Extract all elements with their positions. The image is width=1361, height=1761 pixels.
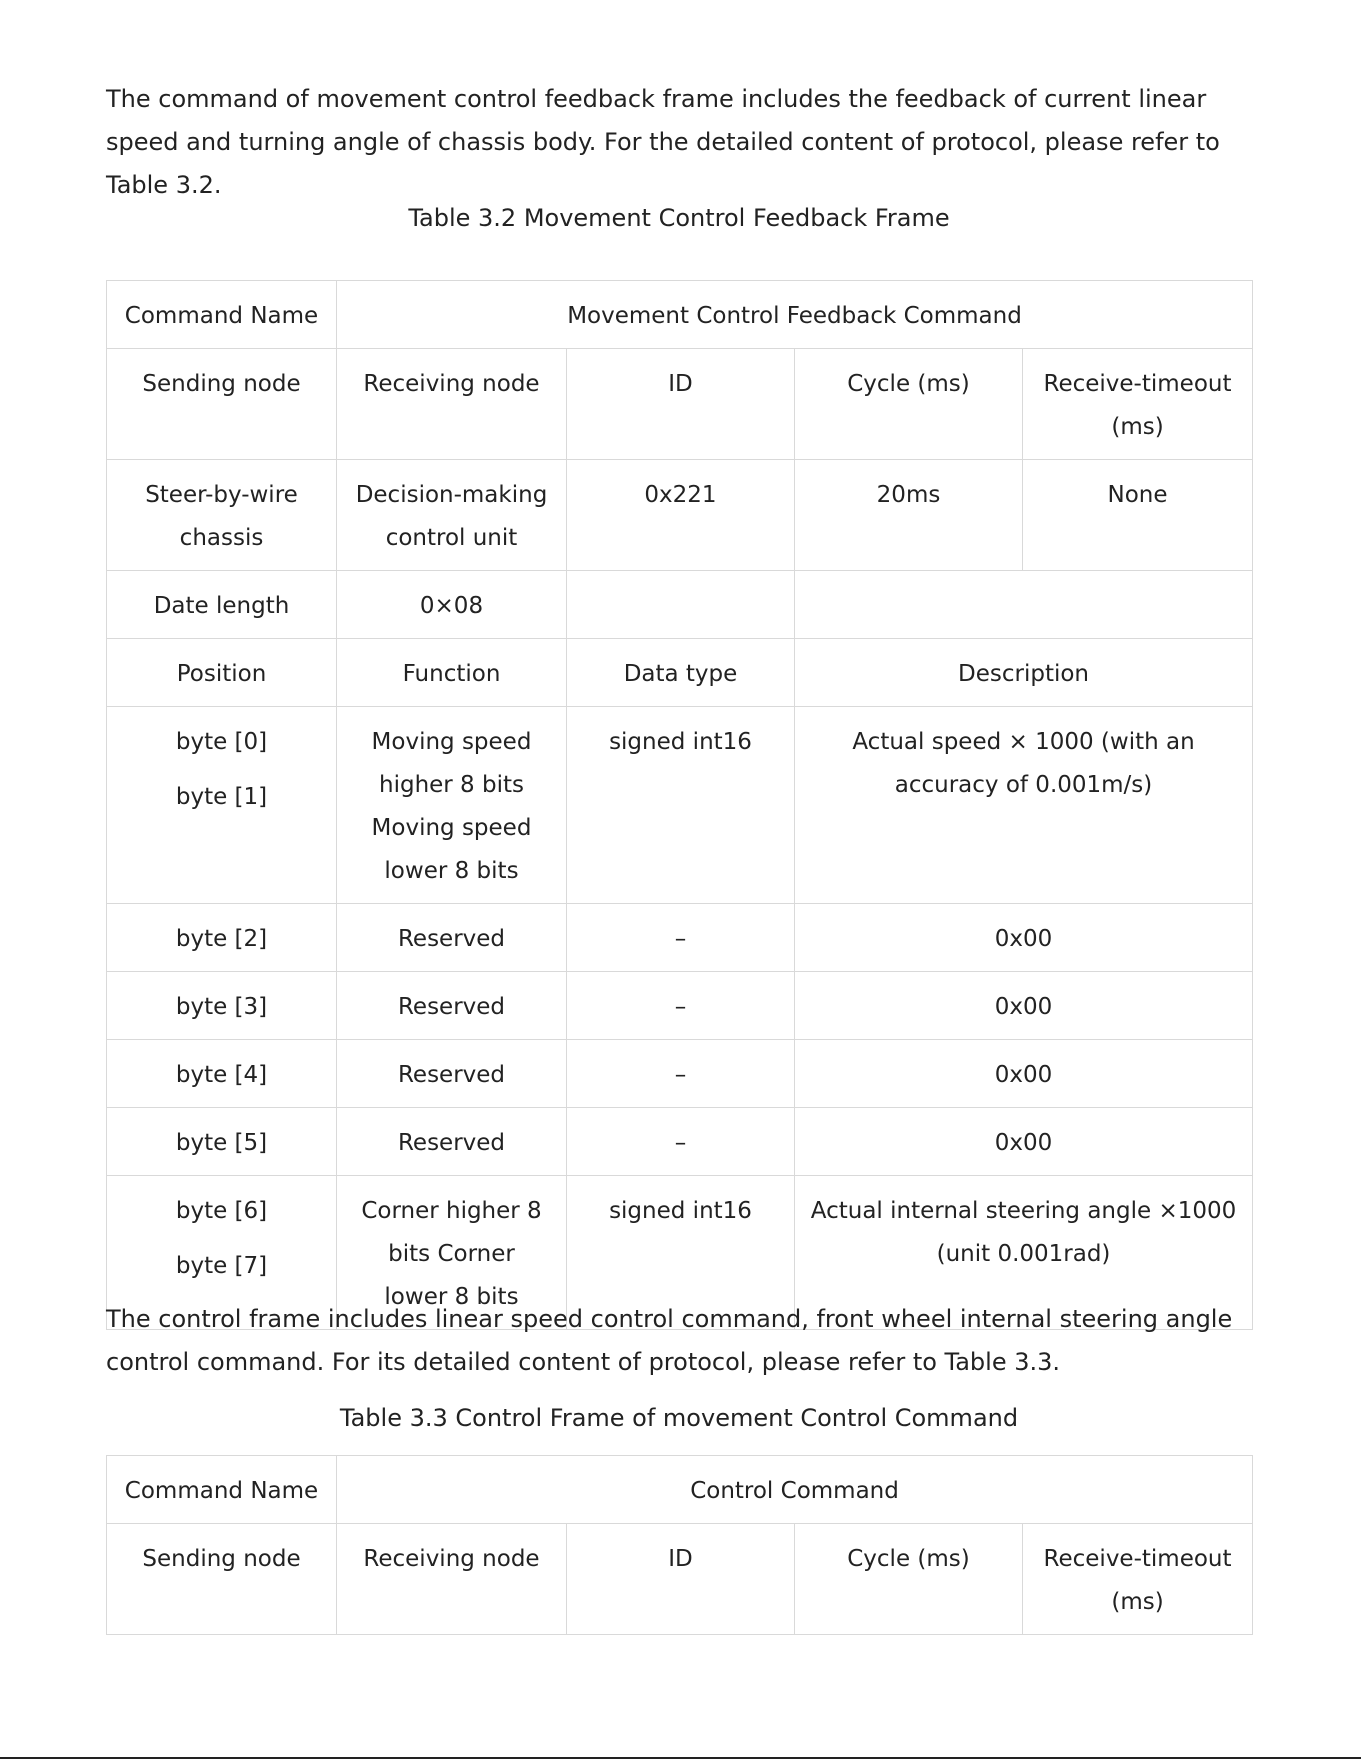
table-row [107, 1040, 1253, 1108]
data-type-cell: – [567, 904, 795, 972]
function-cell: Reserved [337, 904, 567, 972]
empty-cell [567, 571, 795, 639]
position-cell: byte [5] [107, 1108, 337, 1176]
data-type-cell: signed int16 [567, 707, 795, 904]
table-row [107, 460, 1253, 571]
table-3-3 [106, 1455, 1253, 1635]
function-cell: Corner higher 8 bits Corner lower 8 bits [337, 1176, 567, 1330]
description-cell: Actual speed × 1000 (with an accuracy of 0.001m/s) [795, 707, 1253, 904]
description-cell: 0x00 [795, 1040, 1253, 1108]
table-row [107, 1108, 1253, 1176]
table-row [107, 281, 1253, 349]
info-cell: 0x221 [567, 460, 795, 571]
description-cell: 0x00 [795, 904, 1253, 972]
intro-paragraph: The command of movement control feedback frame includes the feedback of current linear speed and turning angle of chassis body. For the detailed content of protocol, please refer to Table 3.2. [106, 85, 1220, 199]
function-cell: Reserved [337, 972, 567, 1040]
position-label: byte [7] [175, 1253, 268, 1279]
function-cell: Moving speed higher 8 bits Moving speed lower 8 bits [337, 707, 567, 904]
table-row [107, 1456, 1253, 1524]
page-bottom-rule [0, 1757, 1361, 1759]
column-header: Data type [567, 639, 795, 707]
column-header: Function [337, 639, 567, 707]
position-cell: byte [2] [107, 904, 337, 972]
data-type-cell: signed int16 [567, 1176, 795, 1330]
info-cell: Decision-making control unit [337, 460, 567, 571]
position-label: byte [0] [175, 729, 268, 755]
command-name-label: Command Name [107, 281, 337, 349]
header-cell: Cycle (ms) [795, 1524, 1023, 1635]
header-cell: Receiving node [337, 1524, 567, 1635]
table-row [107, 707, 1253, 904]
table-3-2 [106, 280, 1253, 1330]
function-cell: Reserved [337, 1108, 567, 1176]
table-row [107, 972, 1253, 1040]
second-paragraph: The control frame includes linear speed control command, front wheel internal steering angle control command. For its detailed content of protocol, please refer to Table 3.3. [106, 1305, 1233, 1376]
info-cell: None [1023, 460, 1253, 571]
date-length-label: Date length [107, 571, 337, 639]
command-name-value: Movement Control Feedback Command [337, 281, 1253, 349]
command-name-value: Control Command [337, 1456, 1253, 1524]
position-label: byte [1] [175, 784, 268, 810]
description-cell: Actual internal steering angle ×1000 (unit 0.001rad) [795, 1176, 1253, 1330]
position-cell: byte [3] [107, 972, 337, 1040]
function-cell: Reserved [337, 1040, 567, 1108]
position-cell [107, 707, 337, 904]
table-row [107, 904, 1253, 972]
table-row [107, 571, 1253, 639]
position-cell: byte [4] [107, 1040, 337, 1108]
table-3-3-caption: Table 3.3 Control Frame of movement Control Command [339, 1404, 1019, 1432]
header-cell: Receive-timeout (ms) [1023, 1524, 1253, 1635]
header-cell: Sending node [107, 1524, 337, 1635]
data-type-cell: – [567, 1108, 795, 1176]
description-cell: 0x00 [795, 972, 1253, 1040]
header-cell: Receiving node [337, 349, 567, 460]
table-row [107, 1524, 1253, 1635]
table-row [107, 639, 1253, 707]
date-length-value: 0×08 [337, 571, 567, 639]
header-cell: Receive-timeout (ms) [1023, 349, 1253, 460]
column-header: Position [107, 639, 337, 707]
info-cell: Steer-by-wire chassis [107, 460, 337, 571]
header-cell: ID [567, 1524, 795, 1635]
info-cell: 20ms [795, 460, 1023, 571]
header-cell: Cycle (ms) [795, 349, 1023, 460]
data-type-cell: – [567, 1040, 795, 1108]
header-cell: ID [567, 349, 795, 460]
command-name-label: Command Name [107, 1456, 337, 1524]
empty-cell [795, 571, 1253, 639]
description-cell: 0x00 [795, 1108, 1253, 1176]
column-header: Description [795, 639, 1253, 707]
data-type-cell: – [567, 972, 795, 1040]
table-row [107, 349, 1253, 460]
header-cell: Sending node [107, 349, 337, 460]
table-3-2-caption: Table 3.2 Movement Control Feedback Frame [408, 204, 950, 232]
position-label: byte [6] [175, 1198, 268, 1224]
